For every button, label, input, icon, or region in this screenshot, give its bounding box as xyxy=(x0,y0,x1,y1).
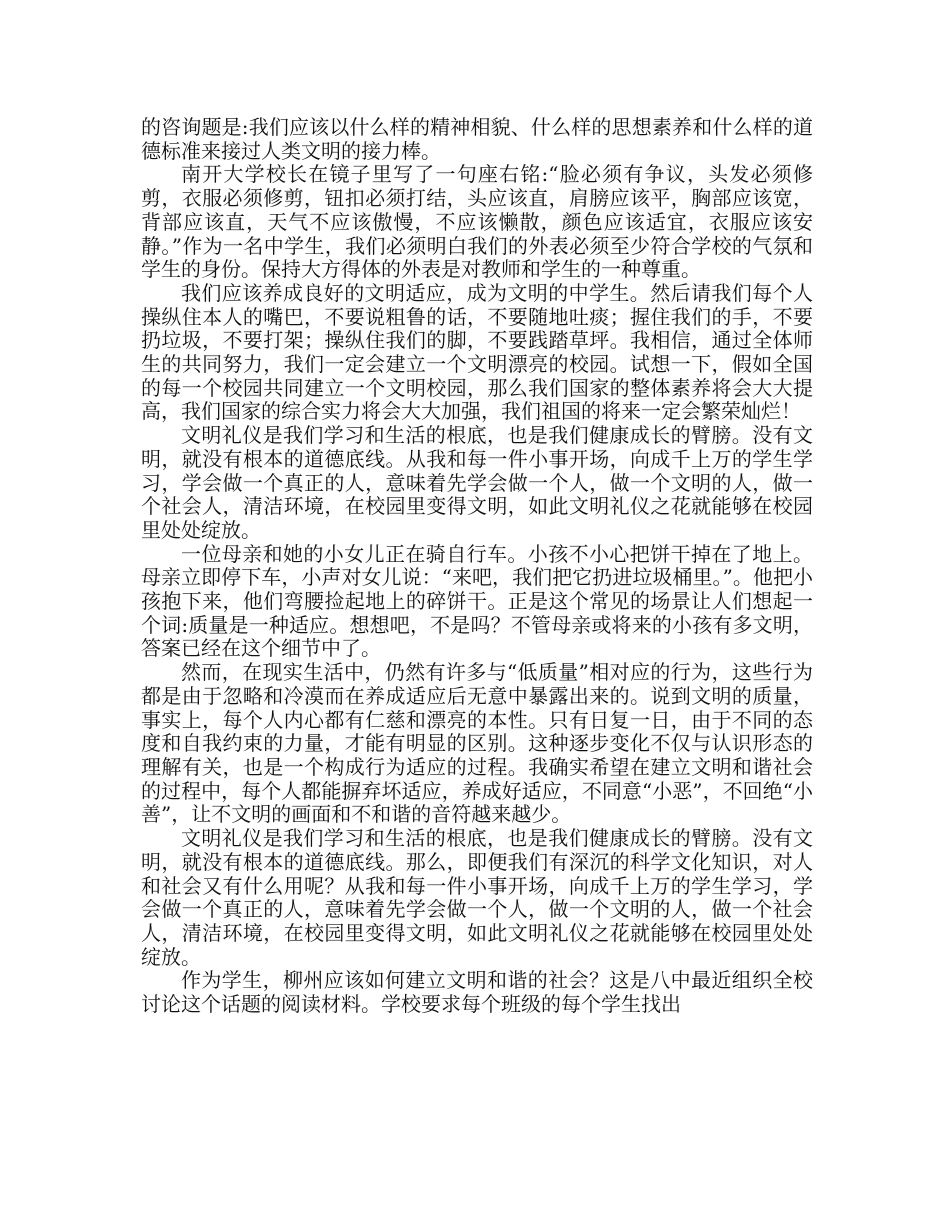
paragraph-student-question: 作为学生，柳州应该如何建立文明和谐的社会？这是八中最近组织全校讨论这个话题的阅读材料。学校要求每个班级的每个学生找出 xyxy=(141,968,813,1017)
paragraph-mother-daughter: 一位母亲和她的小女儿正在骑自行车。小孩不小心把饼干掉在了地上。母亲立即停下车，小声对女儿说：“来吧，我们把它扔进垃圾桶里。”。他把小孩抱下来，他们弯腰捡起地上的碎饼干。正是这个常见的场景让人们想起一个词:质量是一种适应。想想吧，不是吗？不管母亲或将来的小孩有多文明，答案已经在这个细节中了。 xyxy=(141,541,813,661)
paragraph-low-quality-behavior: 然而，在现实生活中，仍然有许多与“低质量”相对应的行为，这些行为都是由于忽略和冷漠而在养成适应后无意中暴露出来的。说到文明的质量，事实上，每个人内心都有仁慈和漂亮的本性。只有日复一日，由于不同的态度和自我约束的力量，才能有明显的区别。这种逐步变化不仅与认识形态的理解有关，也是一个构成行为适应的过程。我确实希望在建立文明和谐社会的过程中，每个人都能摒弃坏适应，养成好适应，不同意“小恶”，不回绝“小善”，让不文明的画面和不和谐的音符越来越少。 xyxy=(141,660,813,827)
document-body xyxy=(141,116,813,1017)
paragraph-continuation: 的咨询题是:我们应该以什么样的精神相貌、什么样的思想素养和什么样的道德标准来接过人类文明的接力棒。 xyxy=(141,115,813,163)
paragraph-civil-habits: 我们应该养成良好的文明适应，成为文明的中学生。然后请我们每个人操纵住本人的嘴巴，不要说粗鲁的话，不要随地吐痰；握住我们的手，不要扔垃圾，不要打架；操纵住我们的脚，不要践踏草坪。我相信，通过全体师生的共同努力，我们一定会建立一个文明漂亮的校园。试想一下，假如全国的每一个校园共同建立一个文明校园，那么我们国家的整体素养将会大大提高，我们国家的综合实力将会大大加强，我们祖国的将来一定会繁荣灿烂！ xyxy=(141,280,813,424)
paragraph-etiquette-foundation: 文明礼仪是我们学习和生活的根底，也是我们健康成长的臂膀。没有文明，就没有根本的道德底线。从我和每一件小事开场，向成千上万的学生学习，学会做一个真正的人，意味着先学会做一个人，做一个文明的人，做一个社会人，清洁环境，在校园里变得文明，如此文明礼仪之花就能够在校园里处处绽放。 xyxy=(141,423,813,542)
paragraph-motto: 南开大学校长在镜子里写了一句座右铭:“脸必须有争议，头发必须修剪，衣服必须修剪，钮扣必须打结，头应该直，肩膀应该平，胸部应该宽，背部应该直，天气不应该傲慢，不应该懒散，颜色应该适宜，衣服应该安静。”作为一名中学生，我们必须明白我们的外表必须至少符合学校的气氛和学生的身份。保持大方得体的外表是对教师和学生的一种尊重。 xyxy=(141,162,813,282)
paragraph-etiquette-knowledge: 文明礼仪是我们学习和生活的根底，也是我们健康成长的臂膀。没有文明，就没有根本的道德底线。那么，即便我们有深沉的科学文化知识，对人和社会又有什么用呢？从我和每一件小事开场，向成千上万的学生学习，学会做一个真正的人，意味着先学会做一个人，做一个文明的人，做一个社会人，清洁环境，在校园里变得文明，如此文明礼仪之花就能够在校园里处处绽放。 xyxy=(141,826,813,969)
